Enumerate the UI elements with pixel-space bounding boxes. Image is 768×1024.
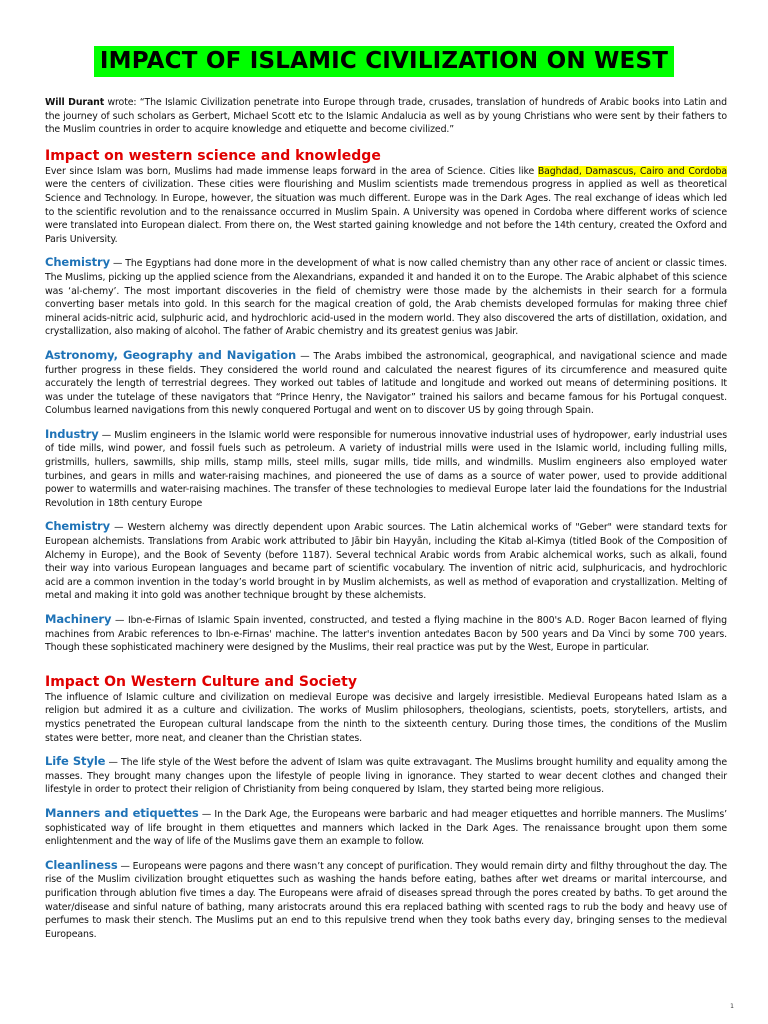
- item-text: — Ibn-e-Firnas of Islamic Spain invented, constructed, and tested a flying machine in the 800's A.D. Roger Bacon learned of flying machines from Arabic references to Ibn-e-Firnas' machine. The latter's invention antedates Bacon by 500 years and Da Vinci by some 700 years. Though these sophisticated machinery were designed by the Muslims, their real practice was put by the West, Europe in particular.: [45, 615, 727, 654]
- page-title: IMPACT OF ISLAMIC CIVILIZATION ON WEST: [94, 46, 674, 77]
- item-text: — Europeans were pagons and there wasn’t any concept of purification. They would remain dirty and filthy throughout the day. The rise of the Muslim civilization brought etiquettes such as washing the hands before eating, bathes after wet dreams or marital intercourse, and purification through ablution five times a day. The Europeans were afraid of diseases spread through the pores created by baths. To get around the water/disease and sinful nature of bathing, many aristocrats around this era replaced bathing with scented rags to rub the body and heavy use of perfumes to mask their stench. The Muslims put an end to this repulsive trend when they took baths every day, bringing senses to the medieval Europeans.: [45, 860, 727, 940]
- item-title: Chemistry: [45, 519, 110, 534]
- intro-text: wrote: “The Islamic Civilization penetrate into Europe through trade, crusades, translation of hundreds of Arabic books into Latin and the journey of such scholars as Gerbert, Michael Scott etc to the Islamic Andalucia as well as by young Christians who were sent by their fathers to the Muslim countries in order to acquire knowledge and etiquette and become civilized.”: [45, 97, 727, 136]
- item-title: Astronomy, Geography and Navigation: [45, 347, 297, 362]
- item-text: — Muslim engineers in the Islamic world were responsible for numerous innovative industrial uses of hydropower, early industrial uses of tide mills, wind power, and fossil fuels such as petroleum. A variety of industrial mills were used in the Islamic world, including fulling mills, gristmills, hullers, sawmills, ship mills, stamp mills, steel mills, sugar mills, tide mills, and windmills. Muslim engineers also employed water turbines, and gears in mills and water-raising machines, and pioneered the use of dams as a source of water power, used to provide additional power to watermills and water-raising machines. The transfer of these technologies to medieval Europe later laid the foundations for the Industrial Revolution in 18th century Europe: [45, 429, 727, 509]
- highlighted-cities: Baghdad, Damascus, Cairo and Cordoba: [537, 165, 727, 177]
- item-title: Machinery: [45, 612, 112, 626]
- item-text: — Western alchemy was directly dependent upon Arabic sources. The Latin alchemical works of "Geber" were standard texts for European alchemists. Translations from Arabic work attributed to Jābir bin Hayyān, including the Kitab al-Kimya (titled Book of the Composition of Alchemy in Europe), and the Book of Seventy (before 1187). Several technical Arabic words from Arabic alchemical works, such as alkali, found their way into various European languages and became part of scientific vocabulary. The invention of nitric acid, sulphuricacis, and hydrochloric acid are a common invention in the today’s world brought in by Muslim alchemists, as well as method of evaporation and crystallization. Melting of metal and making it into gold was another technique brought by these alchemists.: [45, 522, 727, 602]
- section-heading-culture: Impact On Western Culture and Society: [45, 673, 357, 690]
- item-text: — The Arabs imbibed the astronomical, geographical, and navigational science and made further progress in these fields. They considered the world round and calculated the nearest figures of its circumference and measured quite accurately the length of terrestrial degrees. They worked out tables of latitude and longitude and worked out means of determining positions. It was under the tutelage of these navigators that “Prince Henry, the Navigator” trained his sailors and became famous for his Portugal conquest. Columbus learned navigations from this newly conquered Portugal and went on to discover US by going through Spain.: [45, 350, 727, 417]
- item-title: Chemistry: [45, 255, 110, 270]
- item-industry: [45, 428, 727, 511]
- item-text: — The Egyptians had done more in the development of what is now called chemistry than any other race of ancient or classic times. The Muslims, picking up the applied science from the Alexandrians, expanded it and handed it on to the Europe. The Arabic alphabet of this science was ‘al-chemy’. The most important discoveries in the field of chemistry were those made by the alchemists in their search for a formula converting baser metals into gold. In this search for the magical creation of gold, the Arab chemists developed formulas for making three chief mineral acids-nitric acid, sulphuric acid, and hydrochloric acid-used in the modern world. They also discovered the arts of distillation, oxidation, and crystallization, also making of alcohol. The father of Arabic chemistry and its greatest genius was Jabir.: [45, 258, 727, 338]
- title-wrap: [0, 46, 768, 77]
- item-text: — In the Dark Age, the Europeans were barbaric and had meager etiquettes and horrible manners. The Muslims’ sophisticated way of life brought in them etiquettes and manners which lacked in the Dark Ages. The renaissance brought upon them some enlightenment and the way of life of the Muslims gave them an example to follow.: [45, 808, 727, 848]
- item-chemistry-2: [45, 520, 727, 603]
- document-body: [45, 96, 727, 951]
- intro-paragraph: [45, 96, 727, 137]
- item-cleanliness: [45, 859, 727, 942]
- item-title: Cleanliness: [45, 857, 118, 872]
- item-text: — The life style of the West before the advent of Islam was quite extravagant. The Muslims brought humility and equality among the masses. They brought many changes upon the lifestyle of people living in ignorance. They started to wear decent clothes and changed their lifestyle in order to protect their religion of Christianity from being conquered by Islam, they started being more religious.: [45, 757, 727, 796]
- item-manners: [45, 807, 727, 849]
- page-number: 1: [730, 1003, 734, 1010]
- item-title: Life Style: [45, 754, 106, 769]
- section-gap: [45, 665, 727, 673]
- science-intro-paragraph: [45, 165, 727, 247]
- item-title: Industry: [45, 426, 99, 441]
- item-machinery: [45, 613, 727, 655]
- item-astronomy: [45, 349, 727, 418]
- item-title: Manners and etiquettes: [45, 805, 199, 820]
- intro-author: Will Durant: [45, 97, 105, 108]
- item-life-style: [45, 755, 727, 797]
- science-intro-text-a: Ever since Islam was born, Muslims had made immense leaps forward in the area of Science. Cities like: [45, 165, 538, 177]
- item-chemistry-1: [45, 256, 727, 339]
- science-intro-text-b: were the centers of civilization. These cities were flourishing and Muslim scientists made tremendous progress in applied as well as theoretical Science and Technology. In Europe, however, the situation was much different. Europe was in the Dark Ages. The real exchange of ideas which led to the scientific revolution and to the renaissance occurred in Muslim Spain. A University was opened in Cordoba where different works of science were translated into European dialect. From there on, the West started gaining knowledge and not before the 14th century, created the Oxford and Paris University.: [45, 179, 727, 245]
- culture-intro-paragraph: The influence of Islamic culture and civilization on medieval Europe was decisive and largely irresistible. Medieval Europeans hated Islam as a religion but admired it as a culture and civilization. The works of Muslim philosophers, theologians, scientists, poets, storytellers, artists, and mystics penetrated the European cultural landscape from the ninth to the sixteenth century. During those times, the conditions of the Muslim states were better, more neat, and cleaner than the Christian states.: [45, 691, 727, 744]
- section-heading-science: Impact on western science and knowledge: [45, 147, 381, 164]
